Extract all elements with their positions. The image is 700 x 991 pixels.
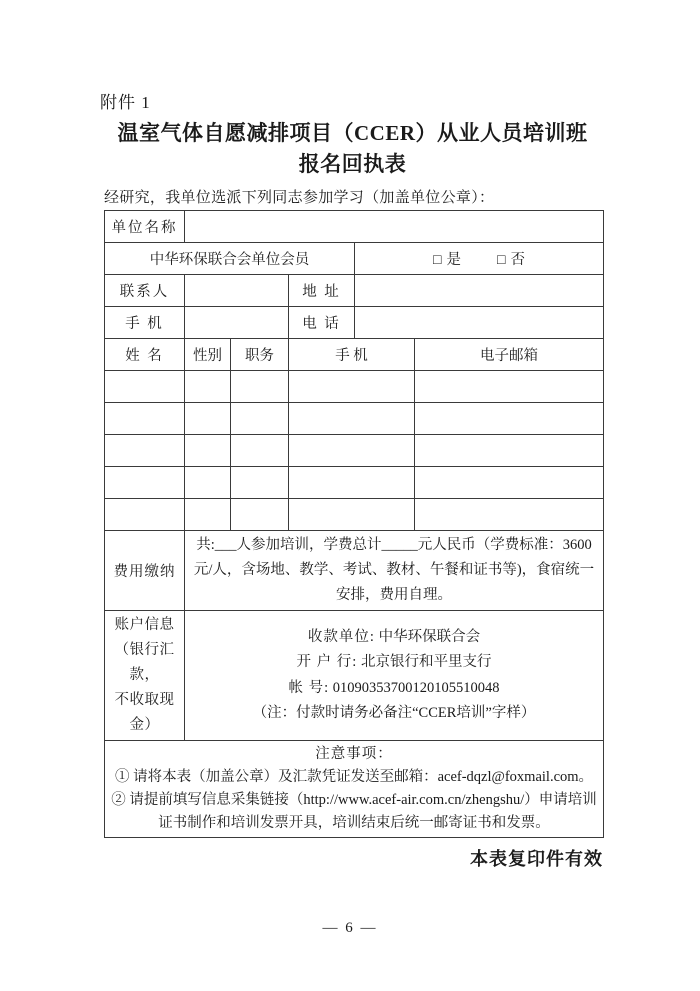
table-row bbox=[105, 467, 604, 499]
attachment-label: 附件 1 bbox=[100, 93, 151, 112]
page-number: — 6 — bbox=[322, 920, 378, 936]
person-cell-mobile[interactable] bbox=[289, 499, 415, 531]
account-label-line1: 账户信息 bbox=[114, 617, 175, 633]
account-bank-key: 开 户 行: bbox=[296, 654, 358, 670]
account-payee-row bbox=[189, 625, 599, 651]
person-cell-email[interactable] bbox=[415, 467, 604, 499]
person-cell-mobile[interactable] bbox=[289, 435, 415, 467]
table-header-persons bbox=[105, 339, 604, 371]
fee-text: 共:___人参加培训，学费总计_____元人民币（学费标准：3600元/人，含场地、教学、考试、教材、午餐和证书等)，食宿统一安排，费用自理。 bbox=[185, 531, 604, 611]
person-cell-title[interactable] bbox=[231, 403, 289, 435]
person-cell-title[interactable] bbox=[231, 499, 289, 531]
checkbox-no[interactable]: □ 否 bbox=[497, 248, 525, 269]
account-label bbox=[105, 611, 185, 741]
person-cell-gender[interactable] bbox=[185, 371, 231, 403]
person-cell-gender[interactable] bbox=[185, 499, 231, 531]
person-header-name: 姓 名 bbox=[105, 339, 185, 371]
table-row bbox=[105, 371, 604, 403]
note-item-2: ② 请提前填写信息采集链接（http://www.acef-air.com.cn/zhengshu/）申请培训证书制作和培训发票开具，培训结束后统一邮寄证书和发票。 bbox=[111, 792, 597, 831]
contact-value[interactable] bbox=[185, 275, 289, 307]
account-payee-key: 收款单位: bbox=[307, 628, 375, 645]
account-number-row bbox=[189, 676, 599, 702]
account-label-line2: （银行汇款， bbox=[114, 642, 175, 683]
person-cell-title[interactable] bbox=[231, 467, 289, 499]
table-row-account bbox=[105, 611, 604, 741]
person-cell-gender[interactable] bbox=[185, 403, 231, 435]
account-details bbox=[185, 611, 604, 741]
table-row-unit-name bbox=[105, 211, 604, 243]
person-cell-gender[interactable] bbox=[185, 435, 231, 467]
address-label: 地 址 bbox=[289, 275, 355, 307]
table-row bbox=[105, 499, 604, 531]
mobile-label: 手 机 bbox=[105, 307, 185, 339]
person-cell-email[interactable] bbox=[415, 371, 604, 403]
notes-block bbox=[105, 741, 604, 838]
page-title bbox=[100, 118, 605, 180]
phone-label: 电 话 bbox=[289, 307, 355, 339]
page-title-line2: 报名回执表 bbox=[298, 152, 407, 176]
account-number-value: 01090353700120105510048 bbox=[332, 679, 500, 696]
table-row bbox=[105, 435, 604, 467]
note-item-1: ① 请将本表（加盖公章）及汇款凭证发送至邮箱：acef-dqzl@foxmail.com。 bbox=[114, 769, 594, 785]
unit-name-label: 单位名称 bbox=[105, 211, 185, 243]
person-header-mobile: 手 机 bbox=[289, 339, 415, 371]
table-row-mobile bbox=[105, 307, 604, 339]
address-value[interactable] bbox=[355, 275, 604, 307]
account-label-line3: 不收取现金） bbox=[114, 692, 175, 733]
unit-name-value[interactable] bbox=[185, 211, 604, 243]
person-cell-email[interactable] bbox=[415, 499, 604, 531]
table-row-fee bbox=[105, 531, 604, 611]
person-cell-name[interactable] bbox=[105, 371, 185, 403]
contact-label: 联系人 bbox=[105, 275, 185, 307]
membership-label: 中华环保联合会单位会员 bbox=[105, 243, 355, 275]
person-cell-name[interactable] bbox=[105, 499, 185, 531]
registration-form-table bbox=[104, 210, 604, 838]
mobile-value[interactable] bbox=[185, 307, 289, 339]
person-cell-mobile[interactable] bbox=[289, 403, 415, 435]
person-cell-mobile[interactable] bbox=[289, 371, 415, 403]
person-cell-title[interactable] bbox=[231, 435, 289, 467]
person-header-email: 电子邮箱 bbox=[415, 339, 604, 371]
person-cell-gender[interactable] bbox=[185, 467, 231, 499]
person-cell-email[interactable] bbox=[415, 435, 604, 467]
person-cell-name[interactable] bbox=[105, 467, 185, 499]
checkbox-yes[interactable]: □ 是 bbox=[433, 248, 461, 269]
person-header-title: 职务 bbox=[231, 339, 289, 371]
table-row-membership bbox=[105, 243, 604, 275]
person-cell-name[interactable] bbox=[105, 435, 185, 467]
table-row bbox=[105, 403, 604, 435]
notes-title: 注意事项： bbox=[315, 746, 393, 762]
intro-text: 经研究，我单位选派下列同志参加学习（加盖单位公章）： bbox=[104, 190, 495, 206]
account-number-key: 帐 号: bbox=[288, 679, 330, 696]
account-remark: （注：付款时请务必备注“CCER培训”字样） bbox=[252, 705, 536, 721]
table-row-notes bbox=[105, 741, 604, 838]
account-payee-value: 中华环保联合会 bbox=[378, 628, 481, 645]
account-bank-value: 北京银行和平里支行 bbox=[360, 654, 492, 670]
person-cell-mobile[interactable] bbox=[289, 467, 415, 499]
page-title-line1: 温室气体自愿减排项目（CCER）从业人员培训班 bbox=[117, 121, 588, 145]
person-header-gender: 性别 bbox=[185, 339, 231, 371]
membership-options[interactable] bbox=[355, 243, 604, 275]
copy-valid-note: 本表复印件有效 bbox=[470, 849, 603, 869]
person-cell-name[interactable] bbox=[105, 403, 185, 435]
account-bank-row bbox=[189, 650, 599, 676]
person-cell-email[interactable] bbox=[415, 403, 604, 435]
table-row-contact bbox=[105, 275, 604, 307]
phone-value[interactable] bbox=[355, 307, 604, 339]
fee-label: 费用缴纳 bbox=[105, 531, 185, 611]
person-cell-title[interactable] bbox=[231, 371, 289, 403]
